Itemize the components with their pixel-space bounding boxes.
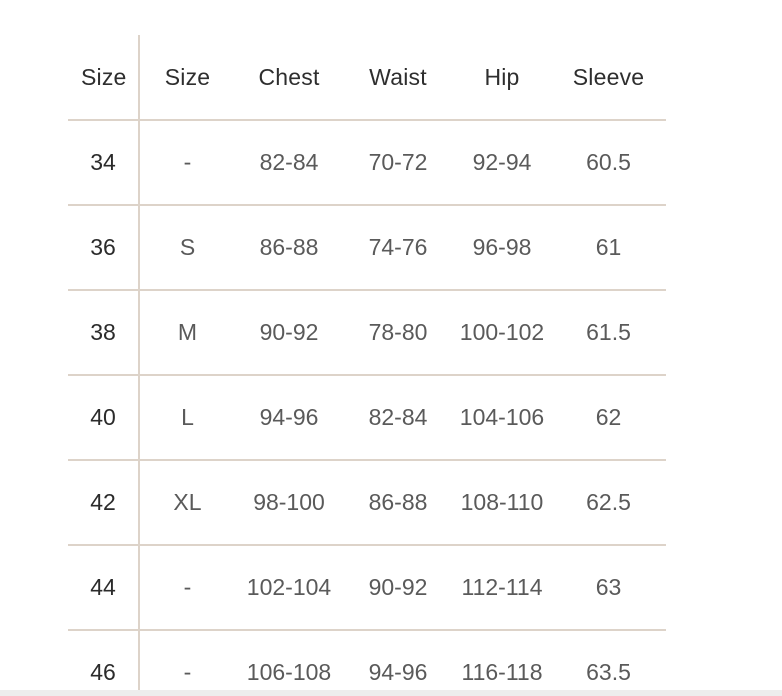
cell-sleeve: 62 — [551, 375, 666, 460]
cell-hip — [453, 630, 551, 695]
cell-size-numeric: 38 — [68, 290, 139, 375]
cell-text: 116-118 — [461, 658, 543, 685]
table-row — [68, 630, 666, 695]
cell-chest — [235, 630, 343, 695]
cell-chest: 94-96 — [235, 375, 343, 460]
cell-sleeve: 62.5 — [551, 460, 666, 545]
table-row — [68, 205, 666, 290]
table-row — [68, 460, 666, 545]
cell-sleeve: 61 — [551, 205, 666, 290]
cell-size-numeric: 34 — [68, 120, 139, 205]
cell-size-letter: S — [139, 205, 235, 290]
cell-size-letter: XL — [139, 460, 235, 545]
table-row — [68, 120, 666, 205]
cell-text: 106-108 — [246, 658, 332, 685]
cell-size-letter: M — [139, 290, 235, 375]
cell-sleeve — [551, 630, 666, 695]
cell-hip: 92-94 — [453, 120, 551, 205]
header-waist: Waist — [343, 35, 453, 120]
cell-size-letter: L — [139, 375, 235, 460]
cell-waist: 70-72 — [343, 120, 453, 205]
header-size-letter: Size — [139, 35, 235, 120]
cell-size-numeric: 42 — [68, 460, 139, 545]
cell-text: 94-96 — [368, 658, 428, 685]
cell-hip: 96-98 — [453, 205, 551, 290]
cell-chest: 102-104 — [235, 545, 343, 630]
cell-chest: 86-88 — [235, 205, 343, 290]
cell-waist: 90-92 — [343, 545, 453, 630]
table-row — [68, 545, 666, 630]
cell-size-numeric: 40 — [68, 375, 139, 460]
cell-text: 46 — [90, 658, 116, 685]
cell-text: 63.5 — [586, 658, 631, 685]
cell-sleeve: 63 — [551, 545, 666, 630]
cell-chest: 90-92 — [235, 290, 343, 375]
cell-chest: 98-100 — [235, 460, 343, 545]
cell-size-letter — [139, 630, 235, 695]
cell-size-numeric — [68, 630, 139, 695]
table-row — [68, 375, 666, 460]
cell-waist: 86-88 — [343, 460, 453, 545]
header-size-numeric: Size — [68, 35, 139, 120]
cell-waist: 74-76 — [343, 205, 453, 290]
cell-sleeve: 60.5 — [551, 120, 666, 205]
size-chart-table — [68, 35, 666, 695]
header-chest: Chest — [235, 35, 343, 120]
cell-hip: 108-110 — [453, 460, 551, 545]
cell-hip: 100-102 — [453, 290, 551, 375]
cell-chest: 82-84 — [235, 120, 343, 205]
cell-hip: 104-106 — [453, 375, 551, 460]
cell-size-numeric: 44 — [68, 545, 139, 630]
cell-waist: 78-80 — [343, 290, 453, 375]
header-hip: Hip — [453, 35, 551, 120]
cell-waist: 82-84 — [343, 375, 453, 460]
bottom-divider — [0, 690, 782, 696]
table-header-row — [68, 35, 666, 120]
header-sleeve: Sleeve — [551, 35, 666, 120]
cell-size-numeric: 36 — [68, 205, 139, 290]
table-row — [68, 290, 666, 375]
cell-text: - — [183, 658, 192, 685]
cell-waist — [343, 630, 453, 695]
cell-size-letter: - — [139, 545, 235, 630]
cell-hip: 112-114 — [453, 545, 551, 630]
cell-sleeve: 61.5 — [551, 290, 666, 375]
cell-size-letter: - — [139, 120, 235, 205]
